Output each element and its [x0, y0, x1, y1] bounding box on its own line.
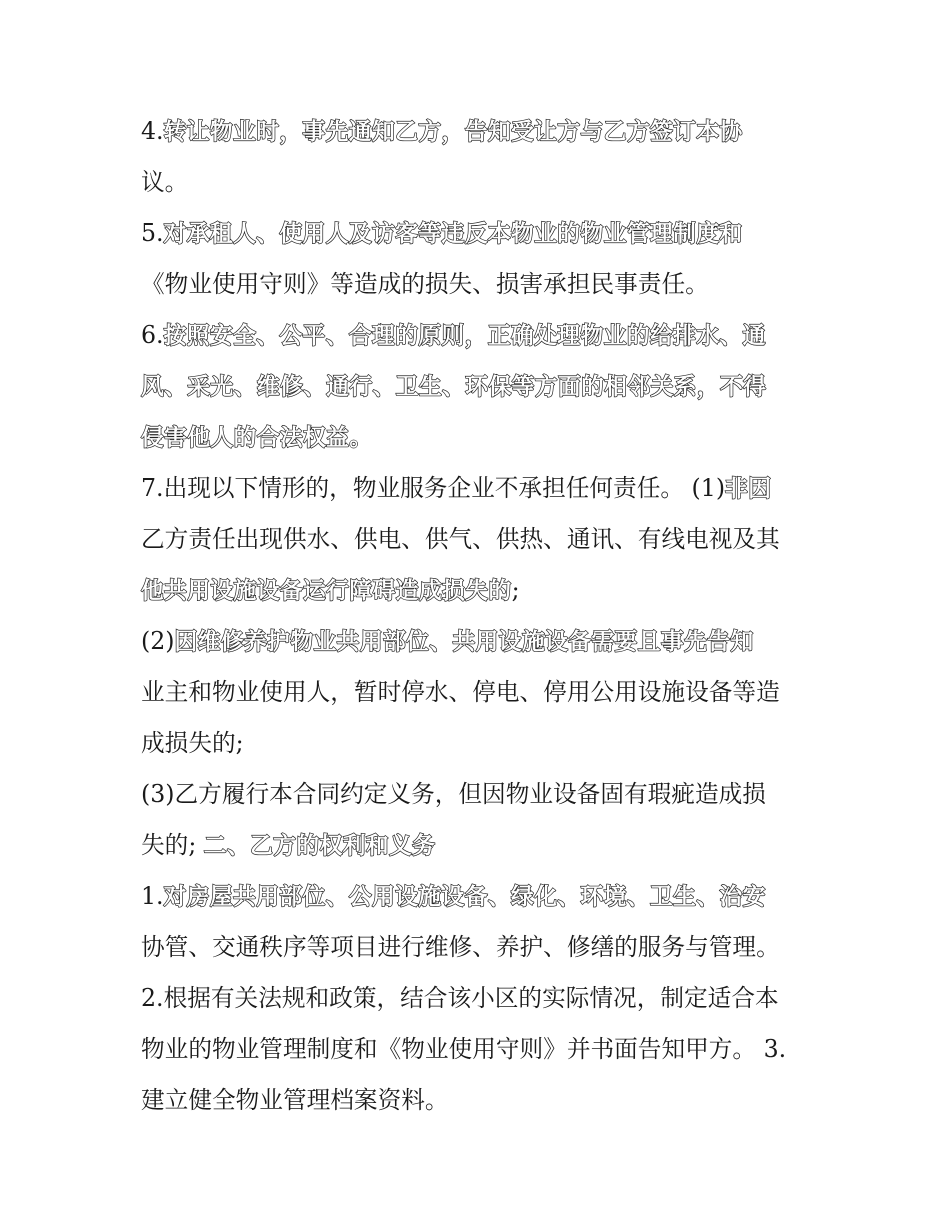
- text-line: [141, 264, 831, 304]
- text-segment-outlined: 转让物业时，事先通知乙方，告知受让方与乙方签订本协: [163, 119, 743, 145]
- text-line: [141, 162, 831, 202]
- text-segment: 1.: [141, 882, 164, 910]
- text-line: [141, 978, 831, 1018]
- text-segment: (3)乙方履行本合同约定义务，但因物业设备固有瑕疵造成损: [141, 780, 766, 808]
- text-segment: 5.: [141, 219, 164, 247]
- text-segment: 《物业使用守则》等造成的损失、损害承担民事责任。: [141, 270, 709, 298]
- text-line: [141, 1080, 831, 1120]
- text-line: [141, 519, 831, 559]
- text-segment: 4.: [141, 117, 164, 145]
- text-line: [141, 111, 831, 151]
- text-segment-outlined: 因维修养护物业共用部位、共用设施设备需要且事先告知: [174, 629, 754, 655]
- text-segment: 失的;: [141, 831, 204, 859]
- text-segment-outlined: 对房屋共用部位、公用设施设备、绿化、环境、卫生、治安: [163, 884, 766, 910]
- text-segment: 2.根据有关法规和政策，结合该小区的实际情况，制定适合本: [141, 984, 779, 1012]
- text-segment: (2): [141, 627, 175, 655]
- text-line: [141, 876, 831, 916]
- text-segment: 6.: [141, 321, 164, 349]
- text-segment-outlined: 二、乙方的权利和义务: [203, 833, 436, 859]
- text-line: [141, 468, 831, 508]
- text-segment: 乙方责任出现供水、供电、供气、供热、通讯、有线电视及其: [141, 525, 780, 553]
- text-segment: 成损失的;: [141, 729, 244, 757]
- text-line: [141, 213, 831, 253]
- text-segment-outlined: 对承租人、使用人及访客等违反本物业的物业管理制度和: [163, 221, 743, 247]
- text-line: [141, 366, 831, 406]
- text-line: [141, 570, 831, 610]
- text-line: [141, 723, 831, 763]
- text-line: [141, 1029, 831, 1069]
- text-segment-outlined: 风、采光、维修、通行、卫生、环保等方面的相邻关系，不得: [141, 374, 767, 400]
- text-segment: 物业的物业管理制度和《物业使用守则》并书面告知甲方。 3.: [141, 1035, 787, 1063]
- text-segment: ;: [511, 576, 520, 604]
- text-segment-outlined: 按照安全、公平、合理的原则，正确处理物业的给排水、通: [163, 323, 766, 349]
- text-line: [141, 417, 831, 457]
- text-segment: 业主和物业使用人，暂时停水、停电、停用公用设施设备等造: [141, 678, 780, 706]
- text-line: [141, 927, 831, 967]
- text-line: [141, 621, 831, 661]
- text-segment: 议。: [141, 168, 189, 196]
- text-segment: 7.出现以下情形的，物业服务企业不承担任何责任。 (1): [141, 474, 726, 502]
- text-segment-outlined: 侵害他人的合法权益。: [141, 425, 373, 451]
- text-segment: 协管、交通秩序等项目进行维修、养护、修缮的服务与管理。: [141, 933, 780, 961]
- text-line: [141, 315, 831, 355]
- text-line: [141, 774, 831, 814]
- text-segment-outlined: 他共用设施设备运行障碍造成损失的: [141, 578, 512, 604]
- text-line: [141, 672, 831, 712]
- text-line: [141, 825, 831, 865]
- text-segment: 建立健全物业管理档案资料。: [141, 1086, 449, 1114]
- text-segment-outlined: 非因: [725, 476, 772, 502]
